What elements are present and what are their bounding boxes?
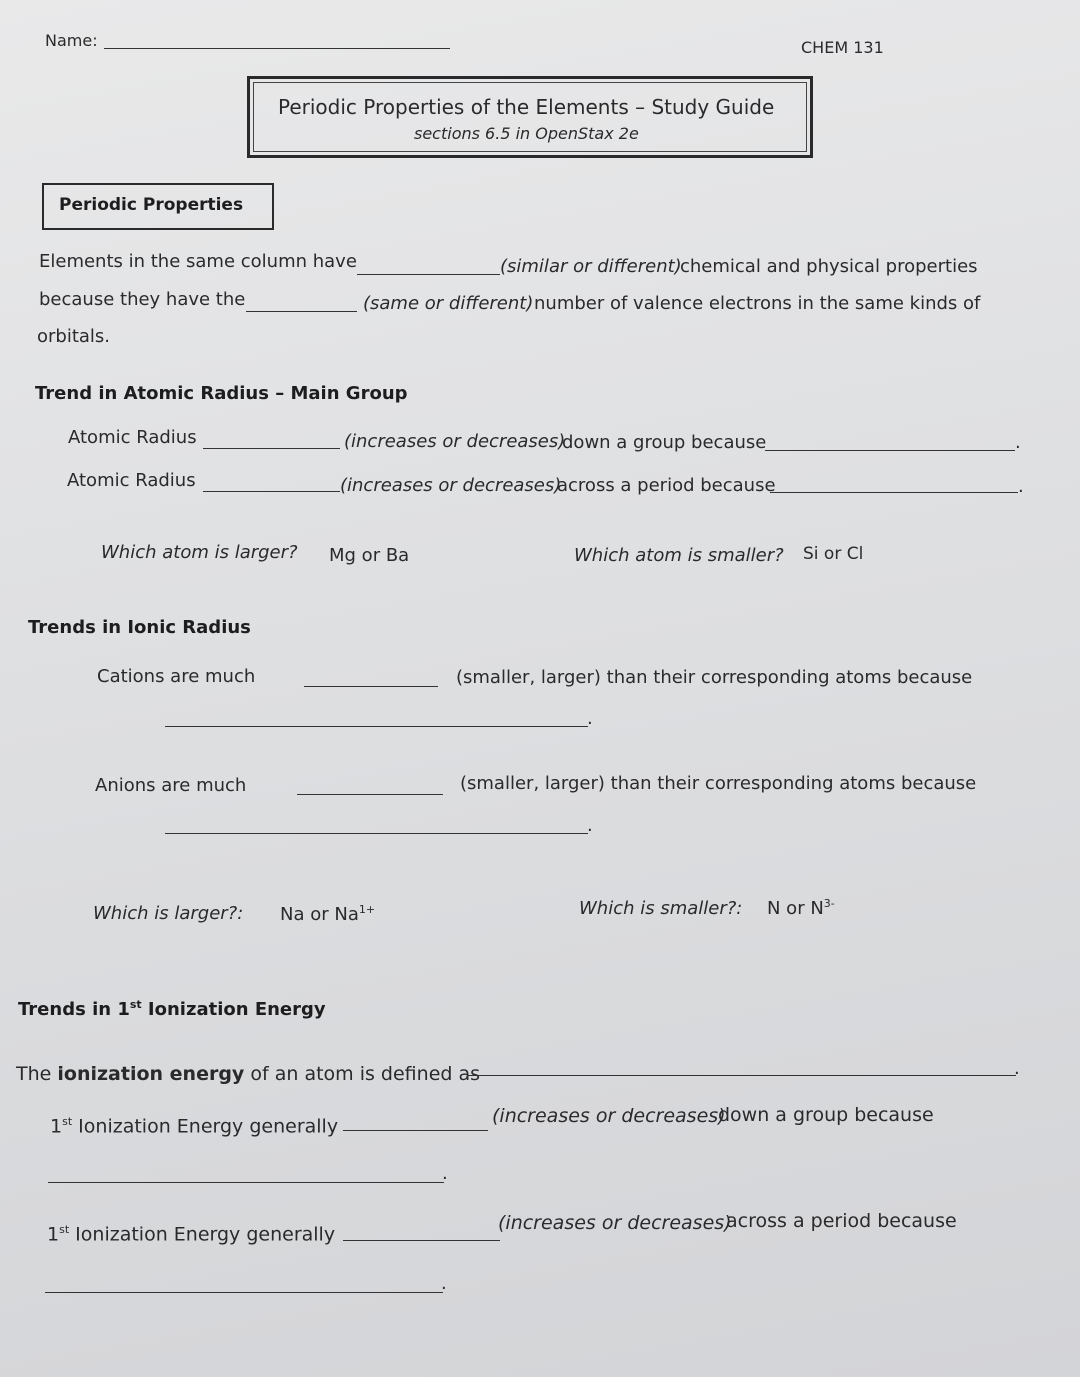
anions-text: Anions are much xyxy=(95,775,247,796)
blank-atomic-radius-group-reason[interactable] xyxy=(765,450,1015,451)
section-heading-ionization: Trends in 1st Ionization Energy xyxy=(18,998,326,1020)
period-mark: . xyxy=(1015,432,1021,453)
blank-ionization-period[interactable] xyxy=(343,1240,500,1241)
period-mark: . xyxy=(1014,1058,1020,1079)
atomic-radius-row1-label: Atomic Radius xyxy=(68,427,197,448)
blank-ionization-period-reason[interactable] xyxy=(45,1292,443,1293)
ionization-group-rest: down a group because xyxy=(718,1104,934,1126)
options-na-na1: Na or $Na^{1+}$ xyxy=(280,903,376,925)
section-heading-atomic-radius: Trend in Atomic Radius – Main Group xyxy=(35,383,408,404)
question-smaller-ion: Which is smaller?: xyxy=(579,898,743,919)
name-field[interactable] xyxy=(104,48,450,49)
periodic-line2-choice: (same or different) xyxy=(363,293,534,314)
question-larger-atom: Which atom is larger? xyxy=(101,542,298,563)
ionization-period-text: 1st Ionization Energy generally xyxy=(47,1223,336,1246)
period-mark: . xyxy=(587,815,593,836)
blank-atomic-radius-period[interactable] xyxy=(203,491,340,492)
options-si-cl: Si or Cl xyxy=(803,544,864,564)
cations-text: Cations are much xyxy=(97,666,256,687)
options-mg-ba: Mg or Ba xyxy=(329,545,410,566)
atomic-radius-row1-choice: (increases or decreases) xyxy=(344,431,566,452)
periodic-line1-choice: (similar or different) xyxy=(500,256,682,277)
ionization-period-rest: across a period because xyxy=(726,1210,957,1232)
atomic-radius-row2-rest: across a period because xyxy=(557,475,776,496)
blank-same-different[interactable] xyxy=(246,311,357,312)
course-code: CHEM 131 xyxy=(801,38,884,57)
blank-atomic-radius-group[interactable] xyxy=(203,448,340,449)
ionization-group-text: 1st Ionization Energy generally xyxy=(50,1115,339,1138)
section-heading-ionic-radius: Trends in Ionic Radius xyxy=(28,617,251,638)
blank-anions-reason[interactable] xyxy=(165,833,588,834)
blank-cations-size[interactable] xyxy=(304,686,438,687)
period-mark: . xyxy=(441,1273,447,1294)
blank-similar-different[interactable] xyxy=(357,274,500,275)
period-mark: . xyxy=(1018,476,1024,497)
page-title: Periodic Properties of the Elements – Study Guide xyxy=(278,95,775,119)
blank-anions-size[interactable] xyxy=(297,794,443,795)
atomic-radius-row2-choice: (increases or decreases) xyxy=(340,475,562,496)
section-heading-periodic: Periodic Properties xyxy=(59,195,244,215)
options-n-n3: N or $N^{3-}$ xyxy=(767,897,835,919)
blank-atomic-radius-period-reason[interactable] xyxy=(770,492,1018,493)
blank-ionization-definition[interactable] xyxy=(468,1075,1016,1076)
page-subtitle: sections 6.5 in OpenStax 2e xyxy=(414,124,639,143)
ionization-period-choice: (increases or decreases) xyxy=(498,1212,732,1234)
anions-choice-rest: (smaller, larger) than their corresponding atoms because xyxy=(460,773,977,794)
ionization-group-choice: (increases or decreases) xyxy=(492,1105,726,1127)
periodic-line2-rest: number of valence electrons in the same kinds of xyxy=(534,293,981,314)
ionization-definition-text: The ionization energy of an atom is defined as xyxy=(16,1063,481,1085)
question-larger-ion: Which is larger?: xyxy=(93,903,244,924)
period-mark: . xyxy=(587,708,593,729)
periodic-line3-text: orbitals. xyxy=(37,326,111,347)
atomic-radius-row1-rest: down a group because xyxy=(562,432,767,453)
blank-cations-reason[interactable] xyxy=(165,726,588,727)
cations-choice-rest: (smaller, larger) than their corresponding atoms because xyxy=(456,667,973,688)
periodic-line1-text: Elements in the same column have xyxy=(39,251,357,272)
question-smaller-atom: Which atom is smaller? xyxy=(574,545,784,566)
atomic-radius-row2-label: Atomic Radius xyxy=(67,470,196,491)
blank-ionization-group-reason[interactable] xyxy=(48,1182,444,1183)
period-mark: . xyxy=(442,1163,448,1184)
blank-ionization-group[interactable] xyxy=(343,1130,488,1131)
periodic-line1-rest: chemical and physical properties xyxy=(680,256,978,277)
periodic-line2-text: because they have the xyxy=(39,289,246,310)
name-label: Name: xyxy=(45,31,98,50)
